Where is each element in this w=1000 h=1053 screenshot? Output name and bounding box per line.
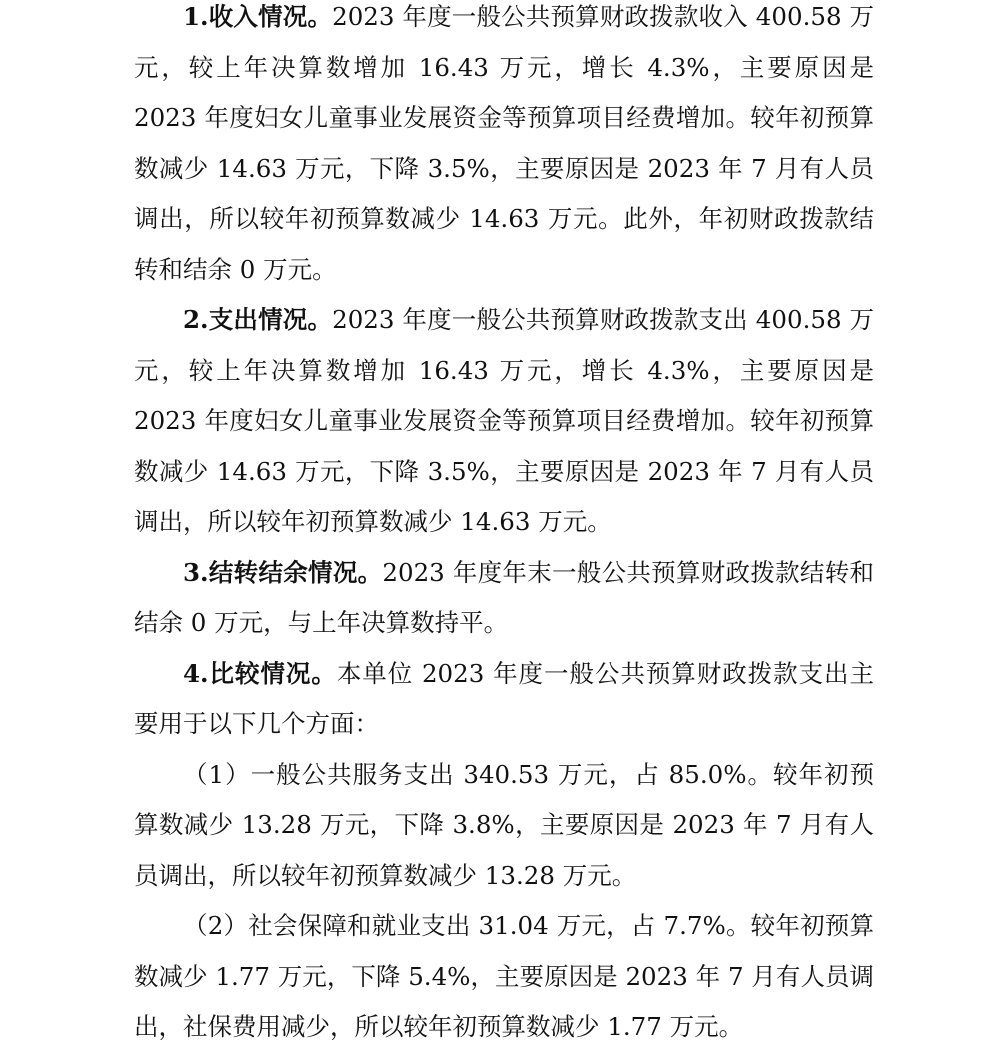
body-expenditure: 2023 年度一般公共预算财政拨款支出 400.58 万元，较上年决算数增加 16.43 万元，增长 4.3%，主要原因是 2023 年度妇女儿童事业发展资金等预算项目经费增加。较年初预算数减少 14.63 万元，下降 3.5%，主要原因是 2023 年 7 月有人员调出，所以较年初预算数减少 14.63 万元。 [134, 305, 874, 536]
paragraph-expenditure [134, 295, 874, 548]
paragraph-carryover [134, 548, 874, 649]
heading-carryover: 3.结转结余情况。 [183, 557, 383, 587]
paragraph-income [134, 0, 874, 295]
heading-income: 1.收入情况。 [183, 2, 333, 31]
heading-comparison: 4.比较情况。 [183, 658, 337, 688]
body-income: 2023 年度一般公共预算财政拨款收入 400.58 万元，较上年决算数增加 16.43 万元，增长 4.3%，主要原因是 2023 年度妇女儿童事业发展资金等预算项目经费增加。较年初预算数减少 14.63 万元，下降 3.5%，主要原因是 2023 年 7 月有人员调出，所以较年初预算数减少 14.63 万元。此外，年初财政拨款结转和结余 0 万元。 [134, 2, 874, 284]
body-comparison: 本单位 2023 年度一般公共预算财政拨款支出主要用于以下几个方面： [134, 658, 874, 738]
item-general-public-services: （1）一般公共服务支出 340.53 万元，占 85.0%。较年初预算数减少 13.28 万元，下降 3.8%，主要原因是 2023 年 7 月有人员调出，所以较年初预算数减少 13.28 万元。 [134, 759, 874, 890]
paragraph-comparison [134, 649, 874, 750]
body-carryover: 2023 年度年末一般公共预算财政拨款结转和结余 0 万元，与上年决算数持平。 [134, 557, 874, 637]
item-social-security: （2）社会保障和就业支出 31.04 万元，占 7.7%。较年初预算数减少 1.77 万元，下降 5.4%，主要原因是 2023 年 7 月有人员调出，社保费用减少，所以较年初预算数减少 1.77 万元。 [134, 911, 874, 1041]
heading-expenditure: 2.支出情况。 [183, 305, 333, 334]
